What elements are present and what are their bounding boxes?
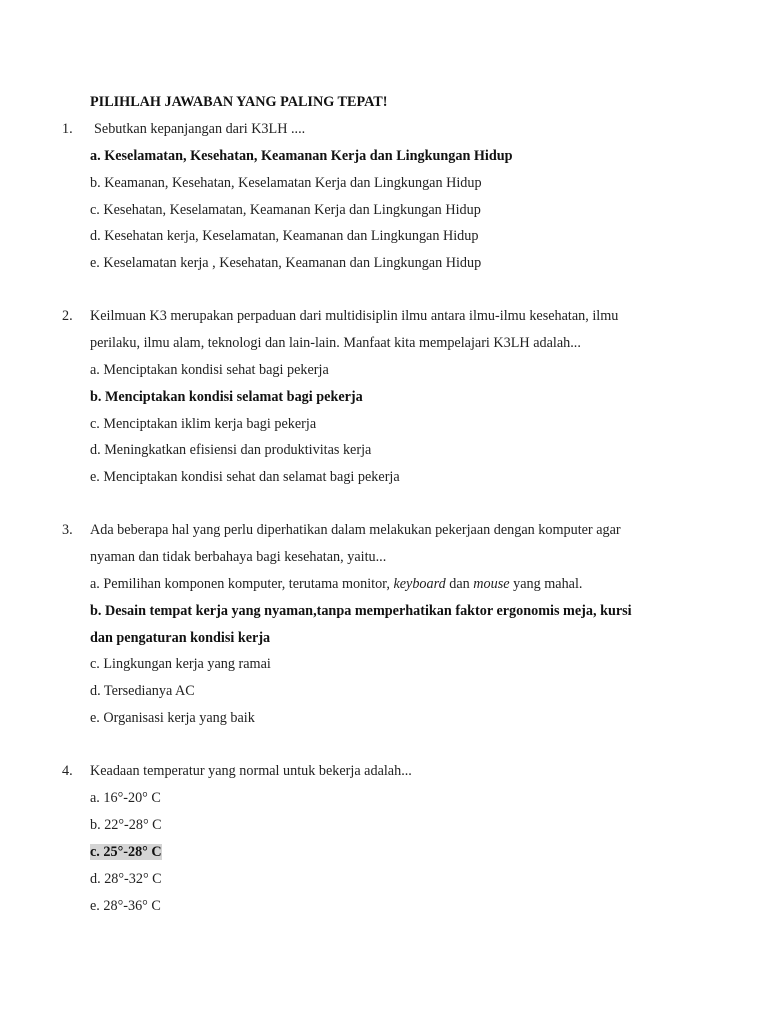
question-text: nyaman dan tidak berbahaya bagi kesehatan, yaitu... bbox=[90, 549, 387, 565]
option-b-answer-cont: dan pengaturan kondisi kerja bbox=[90, 630, 271, 646]
option-c: c. Kesehatan, Keselamatan, Keamanan Kerja dan Lingkungan Hidup bbox=[90, 202, 481, 218]
question-text: Keilmuan K3 merupakan perpaduan dari multidisiplin ilmu antara ilmu-ilmu kesehatan, ilmu bbox=[90, 308, 619, 324]
option-e: e. 28°-36° C bbox=[90, 898, 161, 914]
option-b: b. 22°-28° C bbox=[90, 817, 162, 833]
option-a-answer: a. Keselamatan, Kesehatan, Keamanan Kerja dan Lingkungan Hidup bbox=[90, 148, 513, 164]
option-c: c. Lingkungan kerja yang ramai bbox=[90, 656, 271, 672]
option-a-keyboard: keyboard bbox=[393, 576, 446, 592]
option-a bbox=[90, 575, 582, 593]
question-text: perilaku, ilmu alam, teknologi dan lain-lain. Manfaat kita mempelajari K3LH adalah... bbox=[90, 335, 581, 351]
question-text: Keadaan temperatur yang normal untuk bekerja adalah... bbox=[90, 763, 412, 779]
question-number: 3. bbox=[62, 522, 73, 538]
option-e: e. Menciptakan kondisi sehat dan selamat bagi pekerja bbox=[90, 469, 400, 485]
option-c: c. Menciptakan iklim kerja bagi pekerja bbox=[90, 416, 317, 432]
page-heading: PILIHLAH JAWABAN YANG PALING TEPAT! bbox=[90, 94, 388, 110]
option-e: e. Organisasi kerja yang baik bbox=[90, 710, 255, 726]
option-a-mouse: mouse bbox=[473, 576, 510, 592]
option-b-answer: b. Menciptakan kondisi selamat bagi pekerja bbox=[90, 389, 363, 405]
option-e: e. Keselamatan kerja , Kesehatan, Keamanan dan Lingkungan Hidup bbox=[90, 255, 482, 271]
question-number: 4. bbox=[62, 763, 73, 779]
option-a-text: dan bbox=[445, 576, 474, 592]
question-text: Ada beberapa hal yang perlu diperhatikan dalam melakukan pekerjaan dengan komputer agar bbox=[90, 522, 621, 538]
question-number: 2. bbox=[62, 308, 73, 324]
option-d: d. 28°-32° C bbox=[90, 871, 162, 887]
question-text: Sebutkan kepanjangan dari K3LH .... bbox=[94, 121, 306, 137]
option-d: d. Kesehatan kerja, Keselamatan, Keamanan dan Lingkungan Hidup bbox=[90, 228, 479, 244]
option-a: a. 16°-20° C bbox=[90, 790, 161, 806]
option-a-text: yang mahal. bbox=[509, 576, 583, 592]
answer-highlight: c. 25°-28° C bbox=[90, 844, 162, 860]
option-a: a. Menciptakan kondisi sehat bagi pekerja bbox=[90, 362, 329, 378]
option-c-answer bbox=[90, 843, 162, 861]
option-d: d. Tersedianya AC bbox=[90, 683, 195, 699]
option-d: d. Meningkatkan efisiensi dan produktivitas kerja bbox=[90, 442, 372, 458]
option-b: b. Keamanan, Kesehatan, Keselamatan Kerja dan Lingkungan Hidup bbox=[90, 175, 482, 191]
option-b-answer: b. Desain tempat kerja yang nyaman,tanpa memperhatikan faktor ergonomis meja, kursi bbox=[90, 603, 632, 619]
option-a-text: a. Pemilihan komponen komputer, terutama monitor, bbox=[90, 576, 394, 592]
question-number: 1. bbox=[62, 121, 73, 137]
